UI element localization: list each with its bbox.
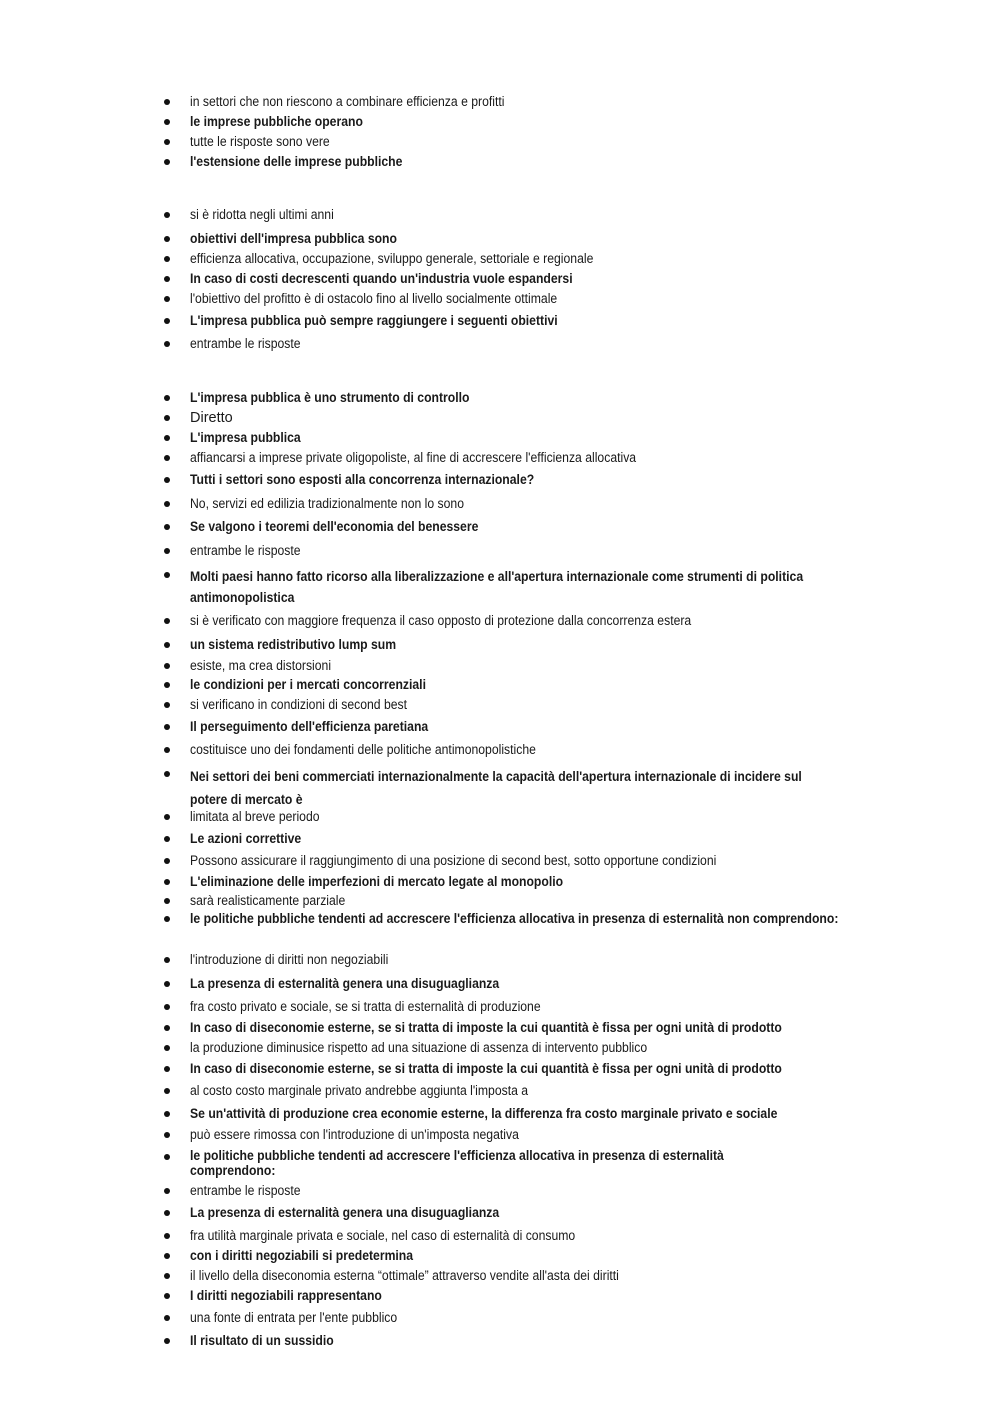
bullet-dot xyxy=(164,724,170,730)
item-text: Se un'attività di produzione crea economie esterne, la differenza fra costo marginale privato e sociale xyxy=(190,1106,778,1122)
bullet-dot xyxy=(164,139,170,145)
item-text: In caso di diseconomie esterne, se si tratta di imposte la cui quantità è fissa per ogni unità di prodotto xyxy=(190,1061,782,1077)
item-text: obiettivi dell'impresa pubblica sono xyxy=(190,231,397,247)
item-text: l'estensione delle imprese pubbliche xyxy=(190,154,403,170)
item-text: limitata al breve periodo xyxy=(190,809,320,825)
item-text: le politiche pubbliche tendenti ad accrescere l'efficienza allocativa in presenza di esternalità comprendono: xyxy=(190,1148,724,1179)
item-text: L'impresa pubblica xyxy=(190,430,301,446)
item-text: con i diritti negoziabili si predetermina xyxy=(190,1248,414,1264)
item-text: L'impresa pubblica è uno strumento di controllo xyxy=(190,390,470,406)
bullet-dot xyxy=(164,916,170,922)
bullet-dot xyxy=(164,1004,170,1010)
item-text: le imprese pubbliche operano xyxy=(190,114,363,130)
item-text: le politiche pubbliche tendenti ad accrescere l'efficienza allocativa in presenza di esternalità non comprendono: xyxy=(190,911,839,927)
bullet-dot xyxy=(164,858,170,864)
item-text: L'eliminazione delle imperfezioni di mercato legate al monopolio xyxy=(190,874,564,890)
bullet-dot xyxy=(164,957,170,963)
item-text: entrambe le risposte xyxy=(190,1183,301,1199)
item-text: il livello della diseconomia esterna “ottimale” attraverso vendite all'asta dei diritti xyxy=(190,1268,619,1284)
bullet-dot xyxy=(164,1315,170,1321)
item-text: Nei settori dei beni commerciati internazionalmente la capacità dell'apertura internazionale di incidere sul potere di mercato è xyxy=(190,769,802,808)
item-text: in settori che non riescono a combinare efficienza e profitti xyxy=(190,94,505,110)
bullet-dot xyxy=(164,682,170,688)
bullet-dot xyxy=(164,435,170,441)
bullet-dot xyxy=(164,1154,170,1160)
item-text: entrambe le risposte xyxy=(190,336,301,352)
item-text: può essere rimossa con l'introduzione di un'imposta negativa xyxy=(190,1127,519,1143)
bullet-dot xyxy=(164,318,170,324)
item-text: un sistema redistributivo lump sum xyxy=(190,637,397,653)
item-text: No, servizi ed edilizia tradizionalmente non lo sono xyxy=(190,496,465,512)
bullet-dot xyxy=(164,663,170,669)
item-text: efficienza allocativa, occupazione, sviluppo generale, settoriale e regionale xyxy=(190,251,594,267)
bullet-dot xyxy=(164,1132,170,1138)
item-text: fra utilità marginale privata e sociale, nel caso di esternalità di consumo xyxy=(190,1228,576,1244)
bullet-dot xyxy=(164,1111,170,1117)
bullet-dot xyxy=(164,119,170,125)
bullet-dot xyxy=(164,1045,170,1051)
bullet-dot xyxy=(164,702,170,708)
item-text: Possono assicurare il raggiungimento di una posizione di second best, sotto opportune condizioni xyxy=(190,853,717,869)
item-text: tutte le risposte sono vere xyxy=(190,134,330,150)
bullet-dot xyxy=(164,455,170,461)
item-text: fra costo privato e sociale, se si tratta di esternalità di produzione xyxy=(190,999,541,1015)
bullet-dot xyxy=(164,1066,170,1072)
bullet-dot xyxy=(164,1273,170,1279)
item-text: l'introduzione di diritti non negoziabili xyxy=(190,952,389,968)
bullet-dot xyxy=(164,1233,170,1239)
bullet-dot xyxy=(164,395,170,401)
bullet-dot xyxy=(164,879,170,885)
item-text: si è ridotta negli ultimi anni xyxy=(190,207,334,223)
bullet-dot xyxy=(164,236,170,242)
item-text: La presenza di esternalità genera una disuguaglianza xyxy=(190,1205,500,1221)
item-text: esiste, ma crea distorsioni xyxy=(190,658,332,674)
bullet-dot xyxy=(164,572,170,578)
item-text: una fonte di entrata per l'ente pubblico xyxy=(190,1310,398,1326)
item-text: Tutti i settori sono esposti alla concorrenza internazionale? xyxy=(190,472,535,488)
item-text: La presenza di esternalità genera una disuguaglianza xyxy=(190,976,500,992)
bullet-dot xyxy=(164,524,170,530)
bullet-dot xyxy=(164,836,170,842)
item-text: la produzione diminusice rispetto ad una situazione di assenza di intervento pubblico xyxy=(190,1040,648,1056)
item-text: L'impresa pubblica può sempre raggiungere i seguenti obiettivi xyxy=(190,313,558,329)
item-text: si verificano in condizioni di second best xyxy=(190,697,408,713)
bullet-dot xyxy=(164,747,170,753)
bullet-dot xyxy=(164,1210,170,1216)
bullet-dot xyxy=(164,898,170,904)
bullet-dot xyxy=(164,501,170,507)
bullet-dot xyxy=(164,1025,170,1031)
item-text: Il perseguimento dell'efficienza paretiana xyxy=(190,719,429,735)
item-text: affiancarsi a imprese private oligopoliste, al fine di accrescere l'efficienza allocativa xyxy=(190,450,637,466)
item-text: Molti paesi hanno fatto ricorso alla liberalizzazione e all'apertura internazionale come strumenti di politica antimonopolistica xyxy=(190,569,804,606)
item-text: si è verificato con maggiore frequenza il caso opposto di protezione dalla concorrenza estera xyxy=(190,613,692,629)
item-text: l'obiettivo del profitto è di ostacolo fino al livello socialmente ottimale xyxy=(190,291,558,307)
bullet-dot xyxy=(164,415,170,421)
bullet-dot xyxy=(164,341,170,347)
item-text: Le azioni correttive xyxy=(190,831,302,847)
bullet-dot xyxy=(164,814,170,820)
bullet-dot xyxy=(164,771,170,777)
bullet-dot xyxy=(164,1338,170,1344)
bullet-dot xyxy=(164,276,170,282)
bullet-dot xyxy=(164,477,170,483)
item-text: sarà realisticamente parziale xyxy=(190,893,346,909)
bullet-dot xyxy=(164,981,170,987)
item-text: I diritti negoziabili rappresentano xyxy=(190,1288,382,1304)
bullet-dot xyxy=(164,1293,170,1299)
bullet-dot xyxy=(164,1253,170,1259)
bullet-dot xyxy=(164,642,170,648)
item-text: al costo costo marginale privato andrebbe aggiunta l'imposta a xyxy=(190,1083,529,1099)
bullet-dot xyxy=(164,548,170,554)
item-text: In caso di diseconomie esterne, se si tratta di imposte la cui quantità è fissa per ogni unità di prodotto xyxy=(190,1020,782,1036)
bullet-dot xyxy=(164,212,170,218)
bullet-dot xyxy=(164,618,170,624)
item-text: Diretto xyxy=(190,410,233,426)
bullet-dot xyxy=(164,159,170,165)
bullet-dot xyxy=(164,99,170,105)
item-text: costituisce uno dei fondamenti delle politiche antimonopolistiche xyxy=(190,742,536,758)
item-text: entrambe le risposte xyxy=(190,543,301,559)
bullet-dot xyxy=(164,1088,170,1094)
item-text: Il risultato di un sussidio xyxy=(190,1333,334,1349)
item-text: le condizioni per i mercati concorrenziali xyxy=(190,677,426,693)
bullet-dot xyxy=(164,296,170,302)
item-text: In caso di costi decrescenti quando un'industria vuole espandersi xyxy=(190,271,573,287)
item-text: Se valgono i teoremi dell'economia del benessere xyxy=(190,519,479,535)
bullet-dot xyxy=(164,1188,170,1194)
bullet-dot xyxy=(164,256,170,262)
